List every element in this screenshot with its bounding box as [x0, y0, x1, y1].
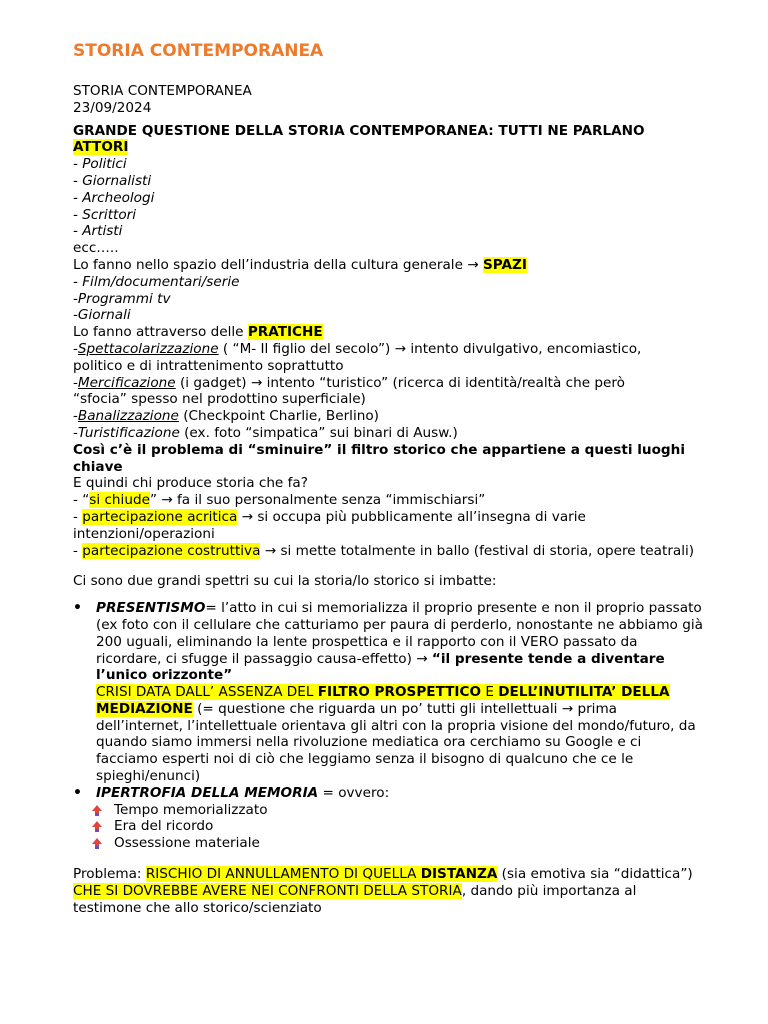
document-page	[73, 40, 703, 916]
actor-item: - Giornalisti	[73, 172, 152, 189]
sub-item: Tempo memorializzato	[91, 802, 703, 819]
bullet-icon: •	[73, 600, 82, 617]
document-title: STORIA CONTEMPORANEA	[73, 41, 324, 61]
date-line: 23/09/2024	[73, 99, 152, 116]
practice-item: -Mercificazione (i gadget) → intento “turistico” (ricerca di identità/realtà che però	[73, 374, 625, 391]
arrow-icon: →	[467, 256, 479, 273]
arrow-bullet-icon	[91, 821, 103, 833]
actor-item: - Artisti	[73, 223, 123, 240]
bullet-icon: •	[73, 784, 82, 801]
arrow-bullet-icon	[91, 838, 103, 850]
actor-item: - Politici	[73, 156, 127, 173]
practices-line: Lo fanno attraverso delle PRATICHE	[73, 324, 323, 341]
spectres-list	[73, 600, 703, 852]
sub-item: Ossessione materiale	[91, 835, 703, 852]
section-heading: GRANDE QUESTIONE DELLA STORIA CONTEMPORANEA: TUTTI NE PARLANO	[73, 122, 645, 139]
actor-item: - Scrittori	[73, 206, 137, 223]
space-item: -Programmi tv	[73, 290, 171, 307]
space-item: - Film/documentari/serie	[73, 273, 240, 290]
practice-item: -Spettacolarizzazione ( “M- Il figlio del secolo”) → intento divulgativo, encomiastico,	[73, 340, 642, 357]
practice-item: -Banalizzazione (Checkpoint Charlie, Berlino)	[73, 408, 379, 425]
etc-line: ecc…..	[73, 240, 119, 257]
actors-label: ATTORI	[73, 139, 129, 156]
subject-line: STORIA CONTEMPORANEA	[73, 83, 252, 99]
practice-item-cont: “sfocia” spesso nel prodottino superficiale)	[73, 391, 366, 408]
sub-item: Era del ricordo	[91, 818, 703, 835]
question-line: E quindi chi produce storia che fa?	[73, 475, 308, 492]
bullet-presentismo: • PRESENTISMO= l’atto in cui si memorializza il proprio presente e non il proprio passato (ex foto con il cellulare che catturiamo per paura di perderlo, nonostante ne abbiamo già 200 uguali, eliminando la lente prospettica e il rapporto con il VERO passato da ricordare, ci sfugge il passaggio causa-effetto) → “il presente tende a diventare l’unico orizzonte” CRISI DATA DALL’ ASSENZA DEL FILTRO PROSPETTICO E DELL’INUTILITA’ DELLA MEDIAZIONE (= questione che riguarda un po’ tutti gli intellettuali → prima dell’internet, l’intellettuale orientava gli altri con la propria visione del mondo/futuro, da quando siamo immersi nella rivoluzione mediatica ora cerchiamo su Google e ci facciamo esperti noi di ciò che leggiamo senza il bisogno di qualcuno che ce le spieghi/enunci)	[73, 600, 703, 785]
practices-label: PRATICHE	[247, 324, 323, 341]
practice-item-cont: politico e di intrattenimento soprattutto	[73, 357, 344, 374]
arrow-bullet-icon	[91, 805, 103, 817]
spaces-line: Lo fanno nello spazio dell’industria della cultura generale → SPAZI	[73, 256, 527, 273]
bullet-ipertrofia: • IPERTROFIA DELLA MEMORIA = ovvero:	[73, 784, 390, 801]
memory-sublist	[73, 802, 703, 852]
final-problem: Problema: RISCHIO DI ANNULLAMENTO DI QUELLA DISTANZA (sia emotiva sia “didattica”) CHE SI DOVREBBE AVERE NEI CONFRONTI DELLA STORIA, dando più importanza al testimone che allo storico/scienziato	[73, 866, 693, 916]
role-item: - partecipazione acritica → si occupa più pubblicamente all’insegna di varie intenzioni/operazioni	[73, 508, 586, 542]
space-item: -Giornali	[73, 307, 131, 324]
spaces-label: SPAZI	[482, 256, 527, 273]
role-item: - “si chiude” → fa il suo personalmente senza “immischiarsi”	[73, 492, 486, 509]
practice-item: -Turistificazione (ex. foto “simpatica” sui binari di Ausw.)	[73, 424, 458, 441]
actor-item: - Archeologi	[73, 189, 155, 206]
problem-statement: Così c’è il problema di “sminuire” il filtro storico che appartiene a questi luoghi chiave	[73, 441, 686, 475]
spectres-intro: Ci sono due grandi spettri su cui la storia/lo storico si imbatte:	[73, 573, 497, 590]
role-item: - partecipazione costruttiva → si mette totalmente in ballo (festival di storia, opere teatrali)	[73, 542, 695, 559]
